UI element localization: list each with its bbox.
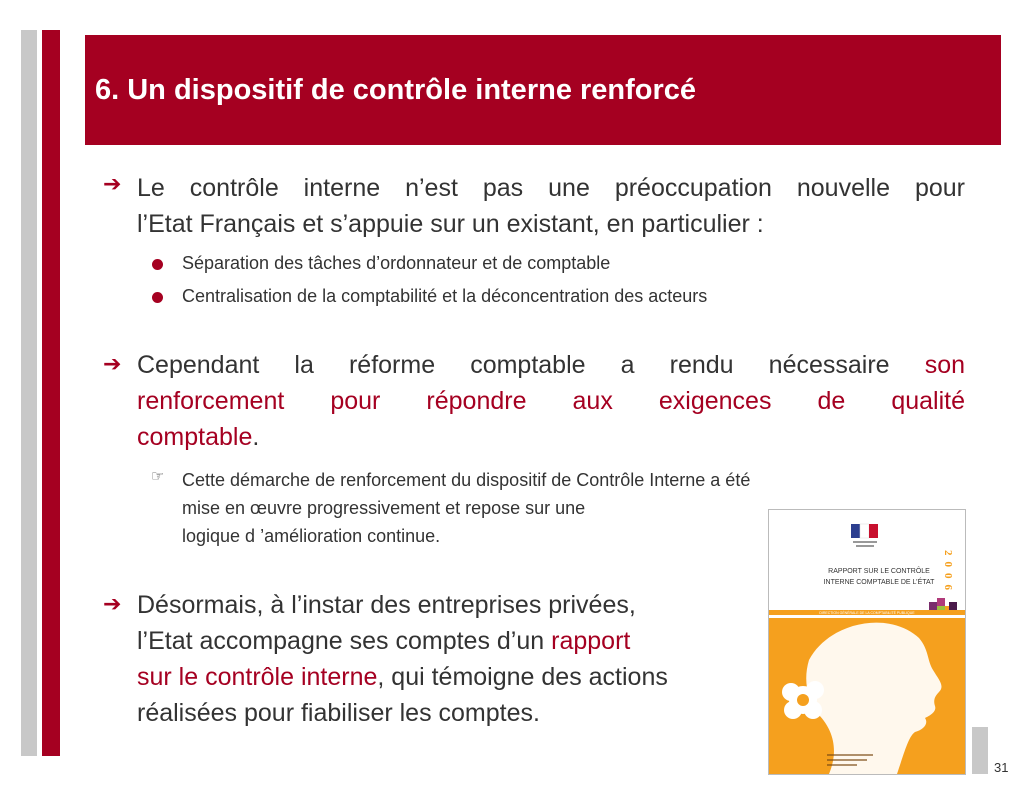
cover-title-line-2: INTERNE COMPTABLE DE L’ÉTAT [823, 579, 935, 586]
paragraph-2-line-1 [137, 347, 965, 383]
paragraph-3 [137, 587, 668, 731]
sub-note-line: mise en œuvre progressivement et repose sur une [182, 498, 586, 518]
paragraph-3-line-3 [137, 659, 668, 695]
bullet-item: Centralisation de la comptabilité et la déconcentration des acteurs [182, 286, 708, 306]
paragraph-2-highlight: son [924, 351, 965, 379]
decorative-square [949, 602, 957, 610]
paragraph-2 [137, 347, 965, 455]
side-bar-gray [21, 30, 37, 756]
paragraph-3-line-2 [137, 623, 668, 659]
side-bar-red [42, 30, 60, 756]
dot-icon [152, 259, 163, 270]
paragraph-3-text: , qui témoigne des actions [377, 663, 668, 691]
sub-note [182, 466, 750, 550]
paragraph-1-line-2: l’Etat Français et s’appuie sur un existant, en particulier : [137, 210, 764, 238]
decorative-square [945, 606, 949, 610]
paragraph-2-line-3 [137, 419, 965, 455]
paragraph-2-highlight: comptable [137, 423, 253, 451]
paragraph-3-highlight: sur le contrôle interne [137, 663, 378, 691]
report-cover-image [768, 509, 966, 775]
paragraph-3-line-4: réalisées pour fiabiliser les comptes. [137, 699, 540, 727]
paragraph-3-text: l’Etat accompagne ses comptes d’un [137, 627, 545, 655]
paragraph-1-line-1: Le contrôle interne n’est pas une préoccupation nouvelle pour [137, 174, 965, 202]
decorative-square [937, 598, 945, 606]
paragraph-2-line-2: renforcement pour répondre aux exigences de qualité [137, 387, 965, 415]
right-arrow-icon: ➔ [103, 172, 122, 197]
right-arrow-icon: ➔ [103, 592, 122, 617]
sub-note-line: Cette démarche de renforcement du dispositif de Contrôle Interne a été [182, 470, 751, 490]
paragraph-2-period: . [252, 423, 260, 451]
cover-band-text: DIRECTION GÉNÉRALE DE LA COMPTABILITÉ PUBLIQUE [819, 611, 915, 615]
cover-title-line-1: RAPPORT SUR LE CONTRÔLE [828, 568, 930, 575]
paragraph-2-text: Cependant la réforme comptable a rendu nécessaire [137, 351, 890, 379]
dot-icon [152, 292, 163, 303]
slide-title: 6. Un dispositif de contrôle interne renforcé [95, 74, 697, 106]
paragraph-1 [137, 170, 965, 242]
cover-year: 2006 [942, 550, 954, 596]
sub-note-line: logique d ’amélioration continue. [182, 526, 441, 546]
page-number: 31 [994, 760, 1009, 775]
right-arrow-icon: ➔ [103, 352, 122, 377]
page-marker [972, 727, 988, 774]
report-cover-illustration [769, 510, 965, 774]
decorative-square [929, 602, 937, 610]
paragraph-3-highlight: rapport [551, 627, 631, 655]
bullet-item: Séparation des tâches d’ordonnateur et de comptable [182, 253, 611, 273]
paragraph-3-line-1: Désormais, à l’instar des entreprises privées, [137, 591, 636, 619]
hand-pointer-icon: ☞ [151, 467, 165, 485]
